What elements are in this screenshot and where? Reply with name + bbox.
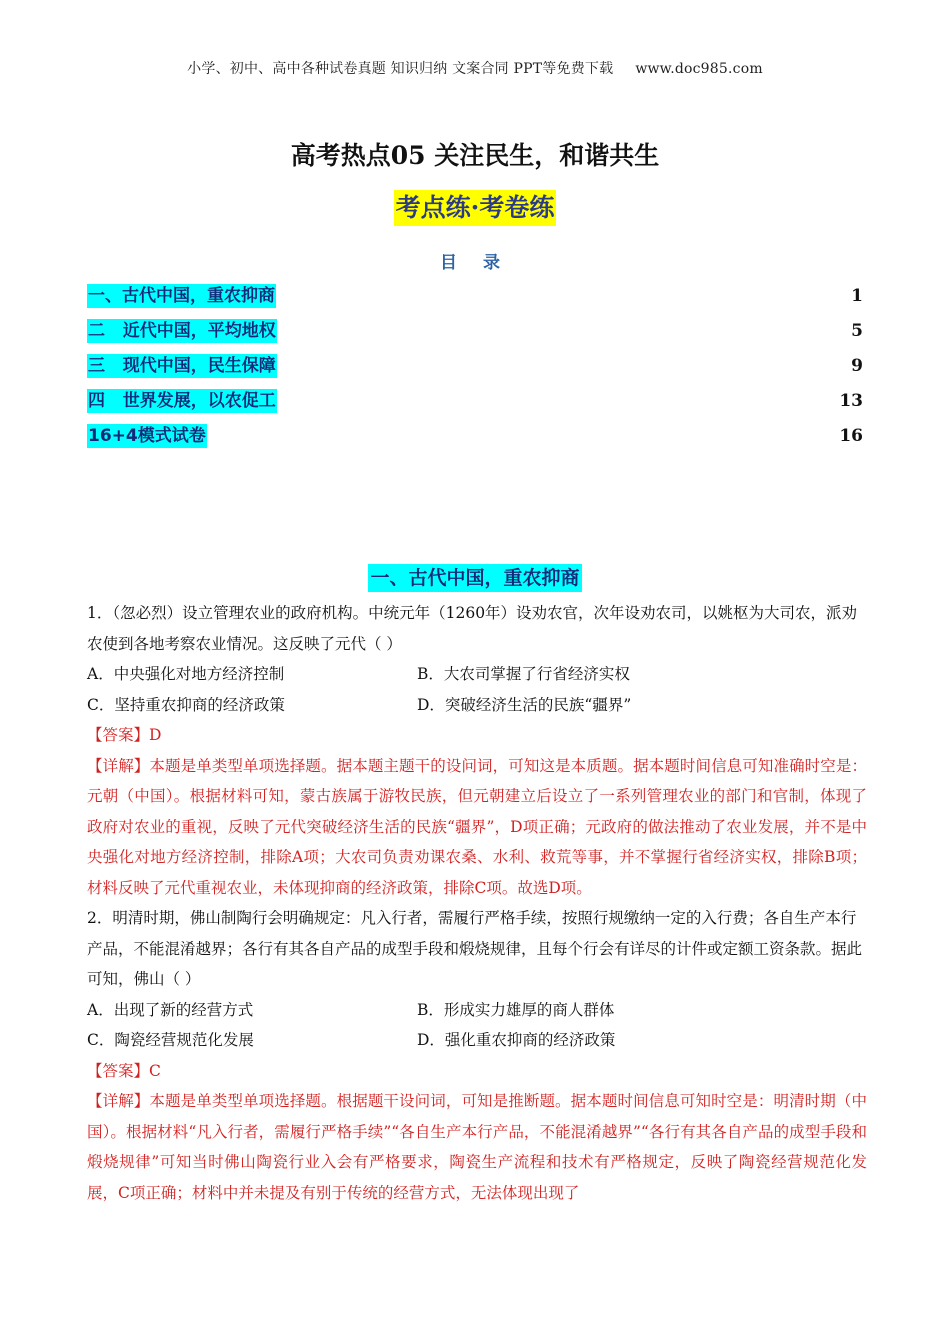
toc-item-page: 5: [851, 321, 863, 341]
answer: 【答案】C: [87, 1061, 161, 1080]
question-stem: 2．明清时期，佛山制陶行会明确规定：凡入行者，需履行严格手续，按照行规缴纳一定的入行费；各自生产本行产品，不能混淆越界；各行有其各自产品的成型手段和煅烧规律，且每个行会有详尽的计件或定额工资条款。据此可知，佛山（ ）: [87, 909, 863, 988]
toc-item-5[interactable]: [87, 422, 863, 457]
document-title: 高考热点05 关注民生，和谐共生: [290, 141, 660, 170]
option-row: [87, 659, 867, 690]
toc-item-label[interactable]: 三 现代中国，民生保障: [88, 356, 276, 376]
option-b: B．形成实力雄厚的商人群体: [417, 1000, 615, 1019]
header-url[interactable]: www.doc985.com: [635, 61, 763, 77]
toc-item-4[interactable]: [87, 387, 863, 422]
option-a: A．出现了新的经营方式: [87, 1000, 254, 1019]
section-heading-container: [0, 564, 950, 592]
page-header: [0, 58, 950, 78]
option-c: C．陶瓷经营规范化发展: [87, 1031, 254, 1049]
option-b: B．大农司掌握了行省经济实权: [417, 665, 630, 683]
answer-detail: 【详解】本题是单类型单项选择题。根据题干设问词，可知是推断题。据本题时间信息可知时空是：明清时期（中国）。根据材料“凡入行者，需履行严格手续”“各自生产本行产品，不能混淆越界”“各行有其各自产品的成型手段和煅烧规律”可知当时佛山陶瓷行业入会有严格要求，陶瓷生产流程和技术有严格规定，反映了陶瓷经营规范化发展，C项正确；材料中并未提及有别于传统的经营方式，无法体现出现了: [87, 1092, 867, 1202]
toc-item-page: 13: [839, 391, 863, 411]
toc-item-label[interactable]: 四 世界发展，以农促工: [88, 391, 276, 411]
question-content: [87, 598, 867, 1208]
option-row: [87, 995, 867, 1026]
section-heading: 一、古代中国，重农抑商: [368, 564, 581, 592]
answer: 【答案】D: [87, 726, 162, 744]
toc-item-label[interactable]: 二 近代中国，平均地权: [88, 321, 276, 341]
toc-item-1[interactable]: [87, 282, 863, 317]
toc-item-label[interactable]: 16+4模式试卷: [88, 426, 206, 446]
toc-item-label[interactable]: 一、古代中国，重农抑商: [88, 286, 275, 306]
header-text: 小学、初中、高中各种试卷真题 知识归纳 文案合同 PPT等免费下载: [187, 61, 614, 77]
answer-detail: 【详解】本题是单类型单项选择题。据本题主题干的设问词，可知这是本质题。据本题时间信息可知准确时空是：元朝（中国）。根据材料可知，蒙古族属于游牧民族，但元朝建立后设立了一系列管理农业的部门和官制，体现了政府对农业的重视，反映了元代突破经济生活的民族“疆界”，D项正确；元政府的做法推动了农业发展，并不是中央强化对地方经济控制，排除A项；大农司负责劝课农桑、水利、救荒等事，并不掌握行省经济实权，排除B项；材料反映了元代重视农业，未体现抑商的经济政策，排除C项。故选D项。: [87, 756, 867, 897]
toc-item-page: 16: [839, 426, 863, 446]
option-row: [87, 690, 867, 721]
toc-item-2[interactable]: [87, 317, 863, 352]
option-c: C．坚持重农抑商的经济政策: [87, 695, 285, 714]
question-stem: 1．（忽必烈）设立管理农业的政府机构。中统元年（1260年）设劝农官，次年设劝农司，以姚枢为大司农，派劝农使到各地考察农业情况。这反映了元代（ ）: [87, 604, 858, 653]
subtitle-container: [0, 190, 950, 226]
option-d: D．强化重农抑商的经济政策: [417, 1031, 616, 1049]
document-subtitle: 考点练·考卷练: [394, 190, 557, 226]
option-a: A．中央强化对地方经济控制: [87, 665, 285, 683]
toc-item-page: 9: [851, 356, 863, 376]
toc-heading: 目 录: [440, 253, 510, 273]
table-of-contents: [87, 282, 863, 457]
option-d: D．突破经济生活的民族“疆界”: [417, 695, 632, 714]
toc-item-3[interactable]: [87, 352, 863, 387]
toc-item-page: 1: [851, 286, 863, 306]
option-row: [87, 1025, 867, 1056]
